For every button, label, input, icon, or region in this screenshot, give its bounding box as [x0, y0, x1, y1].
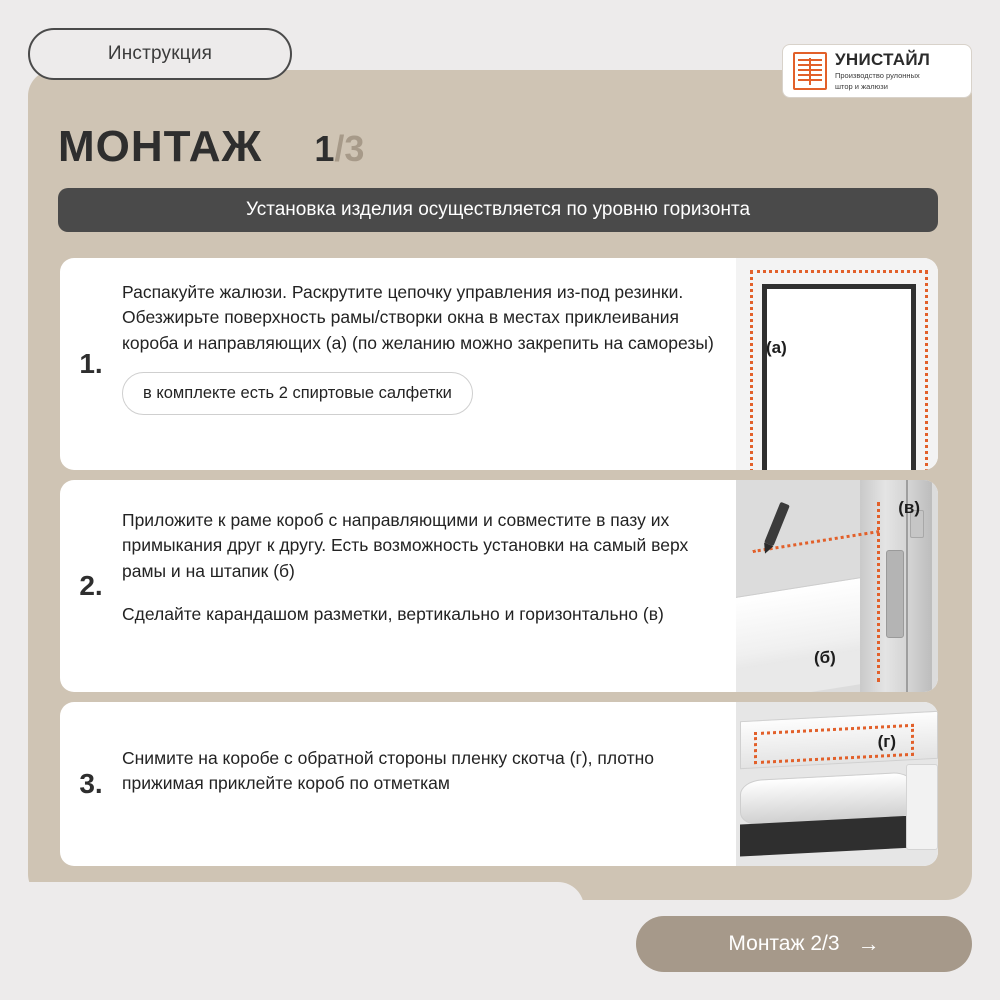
header [28, 28, 972, 91]
step-note-1: в комплекте есть 2 спиртовые салфетки [122, 372, 473, 415]
step-text-3: Снимите на коробе с обратной стороны пленку скотча (г), плотно прижимая приклейте короб по отметкам [122, 748, 655, 794]
step-text-1: Распакуйте жалюзи. Раскрутите цепочку управления из-под резинки. Обезжирьте поверхность рамы/створки окна в местах приклеивания короба и направляющих (а) (по желанию можно закрепить на саморезы) [122, 282, 714, 353]
next-page-button[interactable] [636, 916, 972, 972]
brand-tagline-line1: Производство рулонных [835, 70, 920, 80]
page-separator: / [334, 128, 345, 169]
window-frame-marking-illustration [736, 258, 938, 470]
tab-instruction-label: Инструкция [107, 43, 213, 64]
brand-tagline-line2: штор и жалюзи [835, 81, 888, 91]
step-number-3: 3. [79, 768, 103, 799]
brand-text [835, 51, 930, 92]
arrow-right-icon: → [857, 931, 880, 956]
blinds-icon [793, 52, 827, 90]
step-text-2a: Приложите к раме короб с направляющими и совместите в пазу их примыкания друг к другу. Есть возможность установки на самый верх рамы и на штапик (б) [122, 510, 689, 581]
brand-name: УНИСТАЙЛ [835, 49, 931, 69]
pencil-icon [764, 502, 790, 547]
page-indicator [314, 128, 364, 170]
step-number-1: 1. [79, 348, 103, 379]
brand-logo [782, 44, 972, 98]
step-text-2b: Сделайте карандашом разметки, вертикально и горизонтально (в) [122, 604, 664, 625]
step-card-2 [60, 480, 938, 692]
step-image-label-1: (а) [766, 338, 787, 357]
tab-instruction[interactable] [28, 28, 292, 80]
level-banner-text: Установка изделия осуществляется по уровню горизонта [245, 199, 751, 220]
step-image-label-3: (г) [877, 732, 896, 751]
title-main: МОНТАЖ [58, 122, 263, 171]
next-page-label: Монтаж 2/3 [728, 932, 840, 955]
step-number-2: 2. [79, 570, 103, 601]
step-body-3 [122, 702, 736, 866]
pencil-marking-photo [736, 480, 938, 692]
step-body-1 [122, 258, 736, 470]
step-image-label-2v: (в) [898, 498, 920, 517]
level-banner [58, 188, 938, 232]
page-title [58, 122, 364, 172]
step-image-label-2b: (б) [814, 648, 836, 667]
step-card-1 [60, 258, 938, 470]
step-card-3 [60, 702, 938, 866]
step-body-2 [122, 480, 736, 692]
page-total: 3 [344, 128, 365, 169]
bottom-cutout [28, 882, 584, 1000]
roller-box-tape-photo [736, 702, 938, 866]
page-current: 1 [314, 128, 335, 169]
